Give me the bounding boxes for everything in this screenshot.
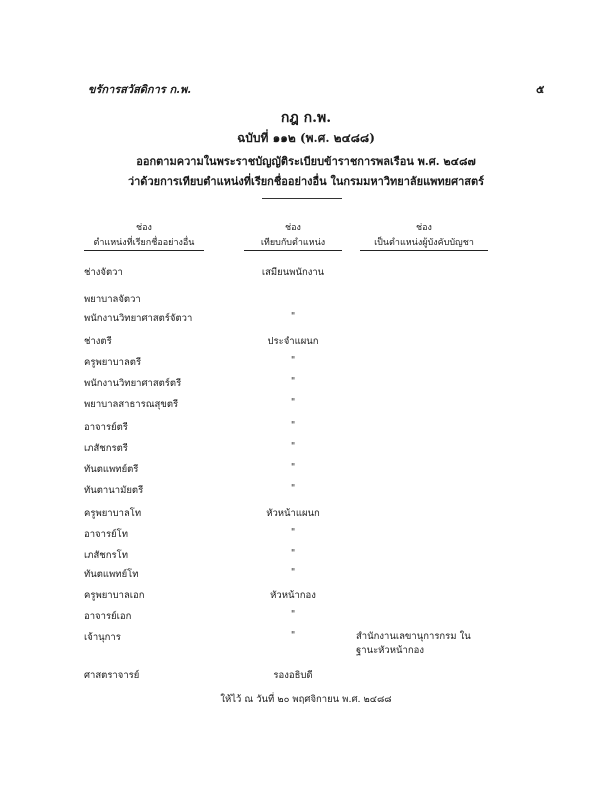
equivalent-cell: "	[290, 527, 296, 538]
table-row	[0, 334, 612, 354]
position-cell: ช่างตรี	[84, 336, 112, 347]
column-header-label: เป็นตำแหน่งผู้บังคับบัญชา	[360, 235, 488, 251]
position-cell: ช่างจัตวา	[84, 267, 123, 278]
column-header-label: เทียบกับตำแหน่ง	[244, 235, 342, 251]
position-cell: ครูพยาบาลเอก	[84, 590, 145, 601]
position-cell: อาจารย์โท	[84, 529, 128, 540]
position-cell: อาจารย์ตรี	[84, 422, 128, 433]
position-cell: อาจารย์เอก	[84, 611, 132, 622]
equivalent-cell: "	[290, 397, 296, 408]
position-cell: พยาบาลจัตวา	[84, 294, 141, 305]
equivalent-cell: "	[290, 483, 296, 494]
table-row	[0, 506, 612, 526]
column-header-equivalent	[244, 220, 342, 251]
table-row	[0, 355, 612, 375]
equivalent-cell: เสมียนพนักงาน	[261, 267, 325, 278]
table-row	[0, 588, 612, 608]
table-row	[0, 630, 612, 664]
table-row	[0, 609, 612, 629]
position-cell: ทันตแพทย์ตรี	[84, 464, 139, 475]
equivalent-cell: "	[290, 441, 296, 452]
subject-line: ว่าด้วยการเทียบตำแหน่งที่เรียกชื่ออย่างอื่น ในกรมมหาวิทยาลัยแพทยศาสตร์	[127, 175, 485, 188]
authority-line: ออกตามความในพระราชบัญญัติระเบียบข้าราชการพลเรือน พ.ศ. ๒๔๘๗	[136, 155, 476, 168]
position-cell: ครูพยาบาลตรี	[84, 357, 142, 368]
commander-cell: สำนักงานเลขานุการกรม ในฐานะหัวหน้ากอง	[356, 631, 471, 656]
equivalent-cell: หัวหน้าแผนก	[266, 508, 320, 519]
position-cell: เจ้านุการ	[84, 632, 121, 643]
position-cell: ศาสตราจารย์	[84, 670, 140, 681]
table-row	[0, 483, 612, 503]
equivalent-cell: "	[290, 548, 296, 559]
column-header-top: ช่อง	[136, 223, 152, 233]
table-row	[0, 548, 612, 568]
table-row	[0, 441, 612, 461]
column-header-top: ช่อง	[285, 223, 301, 233]
position-cell: ทันตแพทย์โท	[84, 569, 139, 580]
equivalent-cell: "	[290, 355, 296, 366]
position-cell: เภสัชกรตรี	[84, 443, 128, 454]
table-row	[0, 567, 612, 587]
rule-number: ฉบับที่ ๑๑๒ (พ.ศ. ๒๔๘๘)	[237, 131, 375, 145]
equivalent-cell: "	[290, 609, 296, 620]
column-header-top: ช่อง	[416, 223, 432, 233]
position-cell: พนักงานวิทยาศาสตร์จัตวา	[84, 313, 193, 324]
position-cell: พยาบาลสาธารณสุขตรี	[84, 399, 179, 410]
position-cell: ทันตานามัยตรี	[84, 485, 144, 496]
title-underline	[262, 198, 342, 199]
position-cell: ครูพยาบาลโท	[84, 508, 142, 519]
equivalent-cell: "	[290, 376, 296, 387]
page-number: ๕	[536, 83, 545, 96]
column-header-position	[84, 220, 204, 251]
table-row	[0, 462, 612, 482]
running-header: ขรัการสวัสดิการ ก.พ.	[88, 83, 192, 96]
document-title: กฎ ก.พ.	[280, 110, 332, 126]
table-row	[0, 527, 612, 547]
equivalent-cell: "	[290, 630, 296, 641]
table-row	[0, 397, 612, 417]
equivalent-cell: "	[290, 567, 296, 578]
equivalent-cell: "	[290, 311, 296, 322]
column-header-commander	[360, 220, 488, 251]
equivalent-cell: ประจำแผนก	[267, 336, 319, 347]
table-row	[0, 311, 612, 331]
equivalent-cell: "	[290, 462, 296, 473]
table-row	[0, 292, 612, 312]
table-row	[0, 376, 612, 396]
equivalent-cell: หัวหน้ากอง	[270, 590, 316, 601]
table-row	[0, 420, 612, 440]
table-row	[0, 668, 612, 688]
position-cell: พนักงานวิทยาศาสตร์ตรี	[84, 378, 182, 389]
given-date: ให้ไว้ ณ วันที่ ๒๐ พฤศจิกายน พ.ศ. ๒๔๘๘	[220, 694, 392, 705]
table-row	[0, 265, 612, 285]
column-header-label: ตำแหน่งที่เรียกชื่ออย่างอื่น	[84, 235, 204, 251]
equivalent-cell: รองอธิบดี	[273, 670, 313, 681]
position-cell: เภสัชกรโท	[84, 550, 128, 561]
equivalent-cell: "	[290, 420, 296, 431]
